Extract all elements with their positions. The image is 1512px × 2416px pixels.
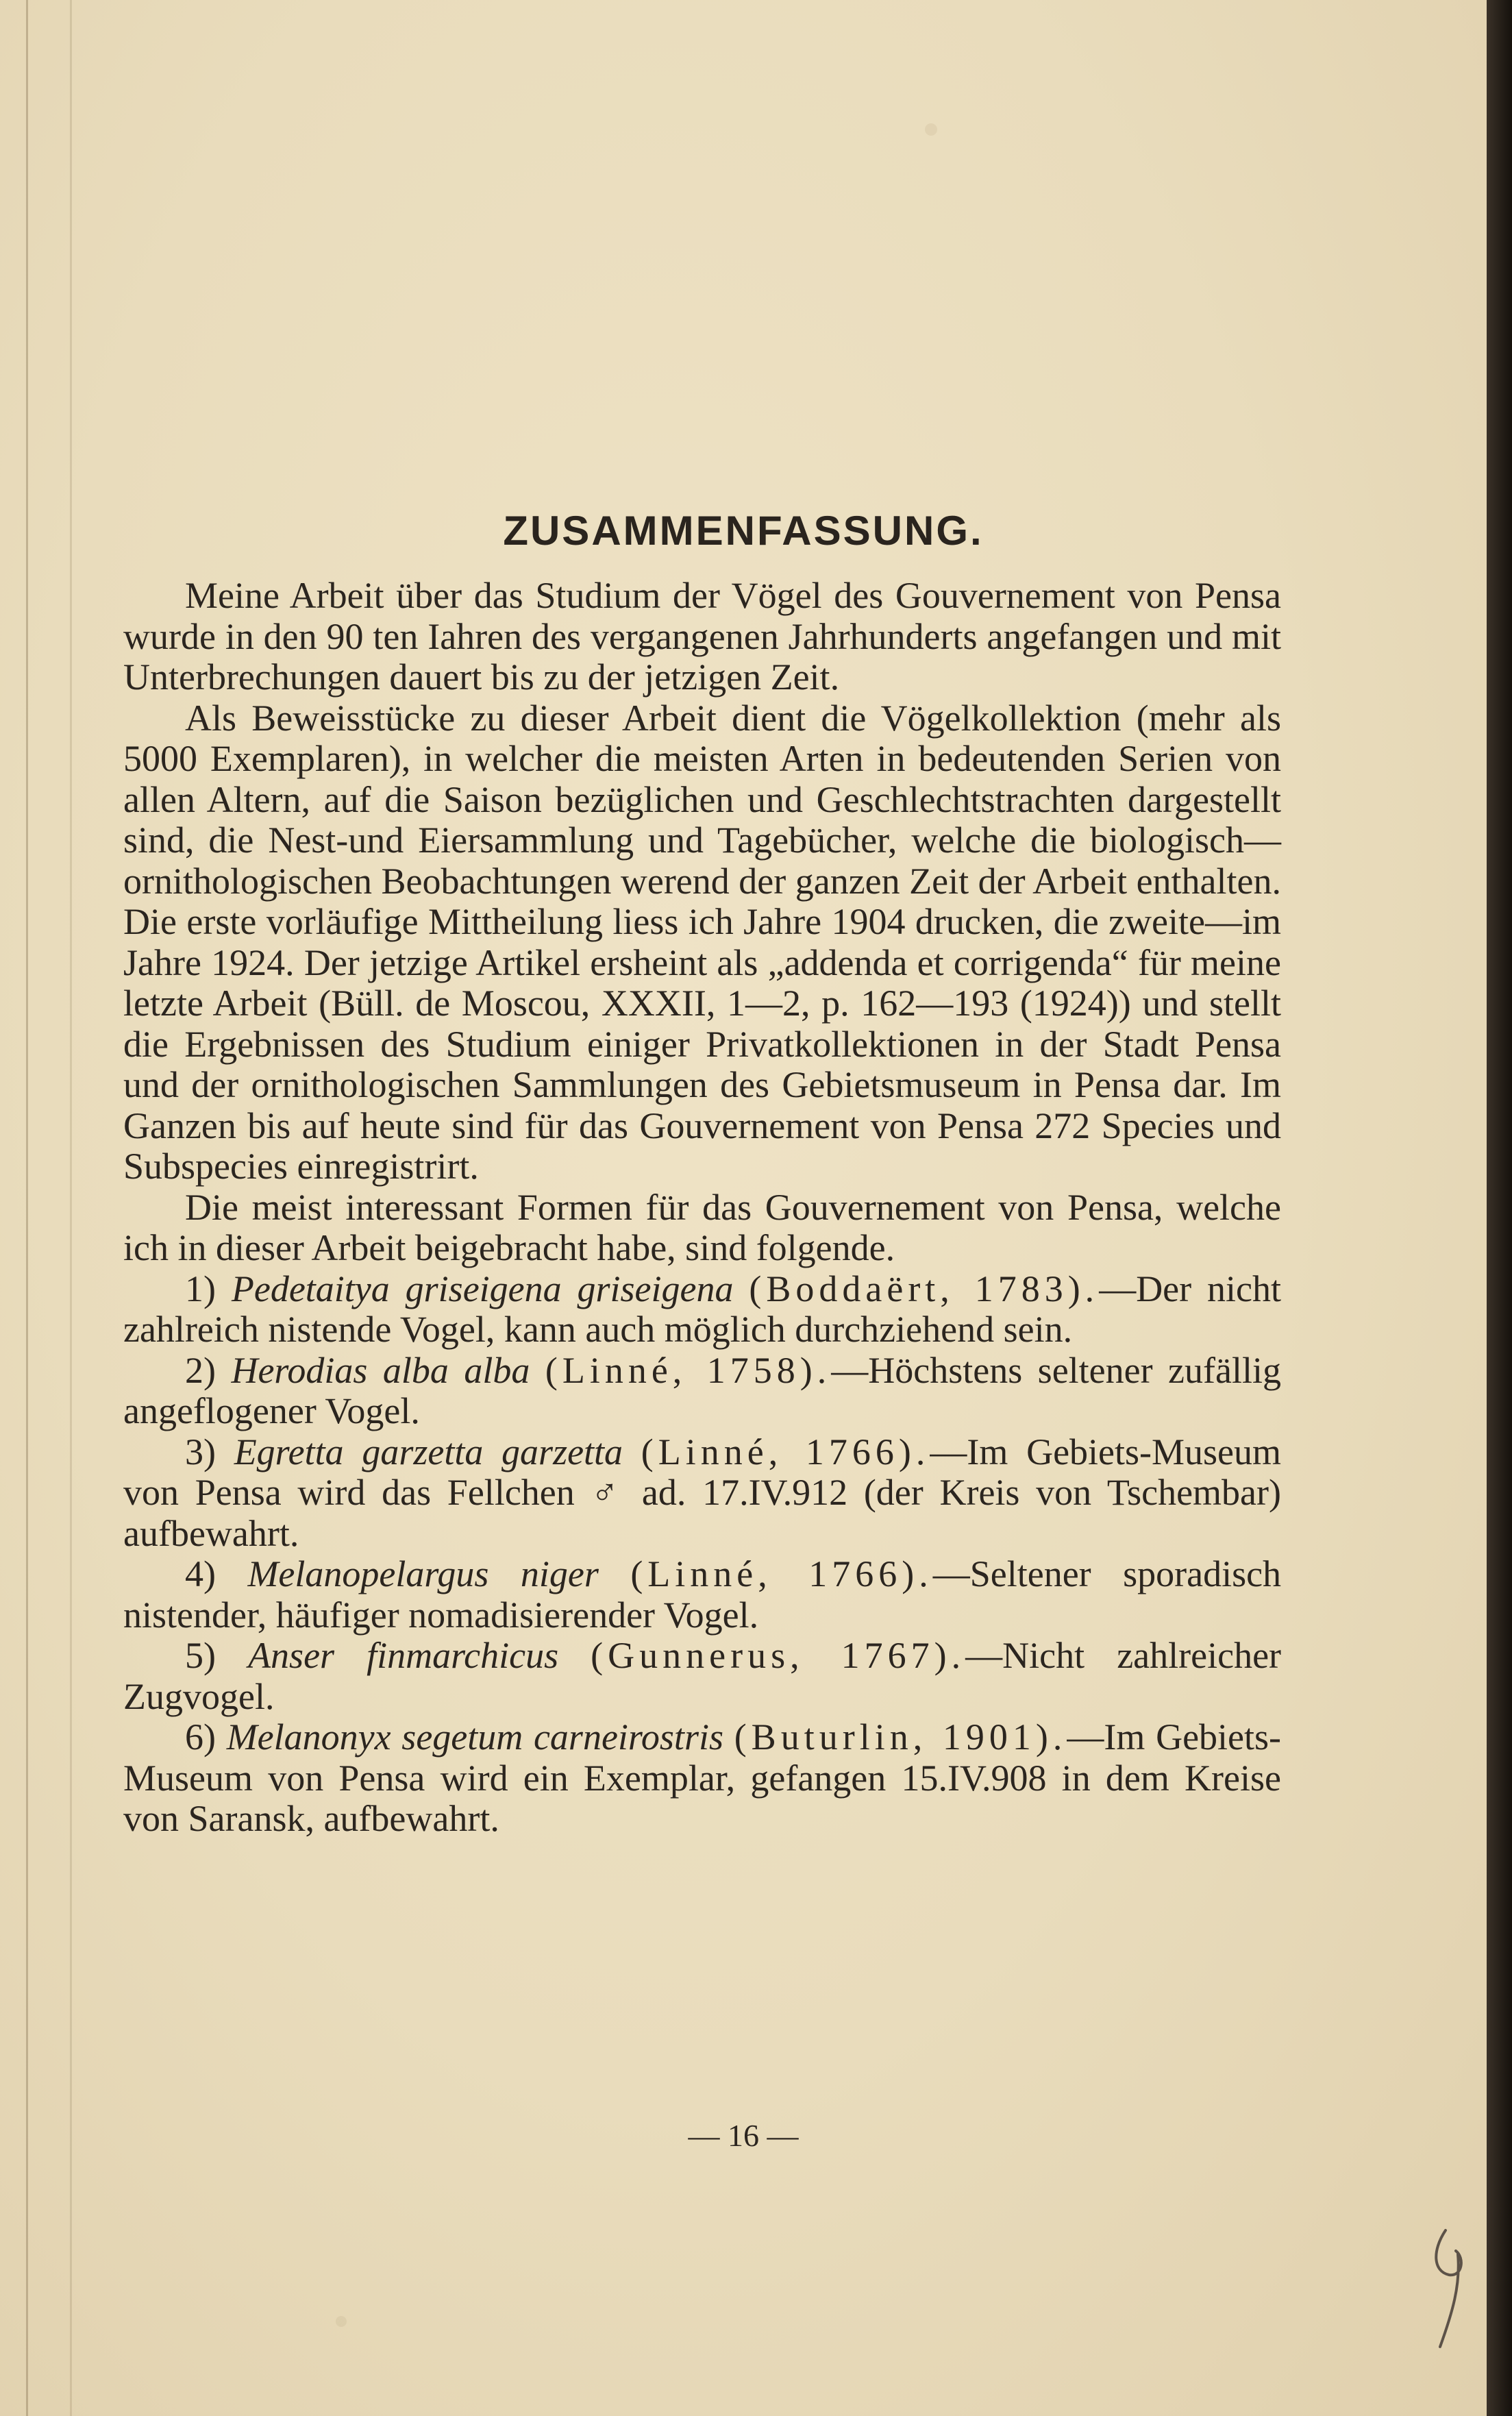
paper-stain — [925, 123, 937, 136]
scan-background-edge — [1487, 0, 1512, 2416]
entry-number: 4) — [185, 1553, 216, 1594]
entry-text: —Im Gebiets-Museum von Pensa wird ein Exemplar, gefangen 15.IV.908 in dem Kreise von Saransk, aufbewahrt. — [123, 1716, 1282, 1839]
page-title: ZUSAMMENFASSUNG. — [503, 508, 984, 554]
species-entry — [123, 1717, 1281, 1840]
species-name: Egretta garzetta garzetta — [234, 1431, 623, 1472]
species-entry — [123, 1554, 1281, 1636]
page-number: — 16 — — [688, 2118, 799, 2153]
paragraph: Als Beweisstücke zu dieser Arbeit dient die Vögelkollektion (mehr als 5000 Exemplaren), in welcher die meisten Arten in bedeutenden Serien von allen Altern, auf die Saison bezüglichen und Geschlechtstrachten dargestellt sind, die Nest-und Eiersammlung und Tagebücher, welche die biologisch—ornithologischen Beobachtungen werend der ganzen Zeit der Arbeit enthalten. Die erste vorläufige Mittheilung liess ich Jahre 1904 drucken, die zweite—im Jahre 1924. Der jetzige Artikel ersheint als „addenda et corrigenda“ für meine letzte Arbeit (Büll. de Moscou, XXXII, 1—2, p. 162—193 (1924)) und stellt die Ergebnissen des Studium einiger Privatkollektionen in der Stadt Pensa und der ornithologischen Sammlungen des Gebietsmuseum in Pensa dar. Im Ganzen bis auf heute sind für das Gouvernement von Pensa 272 Species und Subspecies einregistrirt. — [123, 697, 1281, 1187]
entry-number: 2) — [185, 1349, 216, 1391]
species-entry — [123, 1351, 1281, 1432]
entry-number: 6) — [185, 1716, 216, 1758]
species-author: (Linné, 1766). — [641, 1431, 930, 1472]
entry-text: —Der nicht zahlreich nistende Vogel, kann auch möglich durchziehend sein. — [123, 1268, 1281, 1350]
species-entry — [123, 1636, 1281, 1717]
paper-stain — [336, 2316, 347, 2327]
summary-text — [123, 576, 1281, 1840]
paragraph: Meine Arbeit über das Studium der Vögel des Gouvernement von Pensa wurde in den 90 ten Iahren des vergangenen Jahrhunderts angefangen und mit Unterbrechungen dauert bis zu der jetzigen Zeit. — [123, 575, 1281, 698]
species-name: Melanopelargus niger — [247, 1553, 599, 1594]
species-name: Pedetaitya griseigena griseigena — [231, 1268, 734, 1309]
page-fold-line — [26, 0, 28, 2416]
entry-text: —Nicht zahlreicher Zugvogel. — [123, 1635, 1282, 1717]
species-entry — [123, 1432, 1281, 1555]
species-name: Melanonyx segetum carneirostris — [226, 1716, 723, 1758]
page-fold-line — [70, 0, 72, 2416]
species-entry — [123, 1269, 1281, 1351]
species-author: (Linné, 1758). — [545, 1349, 832, 1391]
species-author: (Boddaërt, 1783). — [749, 1268, 1100, 1309]
species-author: (Linné, 1766). — [630, 1553, 933, 1594]
species-author: (Gunnerus, 1767). — [591, 1635, 966, 1676]
handwritten-pencil-mark — [1425, 2223, 1473, 2354]
paragraph: Die meist interessant Formen für das Gouvernement von Pensa, welche ich in dieser Arbeit beigebracht habe, sind folgende. — [123, 1186, 1281, 1268]
entry-text: —Im Gebiets-Museum von Pensa wird das Fellchen ♂ ad. 17.IV.912 (der Kreis von Tschembar) aufbewahrt. — [123, 1431, 1282, 1554]
species-name: Anser finmarchicus — [248, 1635, 559, 1676]
entry-number: 5) — [185, 1635, 216, 1676]
entry-text: —Seltener sporadisch nistender, häufiger nomadisierender Vogel. — [123, 1553, 1282, 1636]
entry-number: 1) — [185, 1268, 216, 1309]
species-author: (Buturlin, 1901). — [734, 1716, 1067, 1758]
species-name: Herodias alba alba — [231, 1349, 530, 1391]
entry-text: —Höchstens seltener zufällig angeflogener Vogel. — [123, 1349, 1281, 1431]
entry-number: 3) — [185, 1431, 216, 1472]
